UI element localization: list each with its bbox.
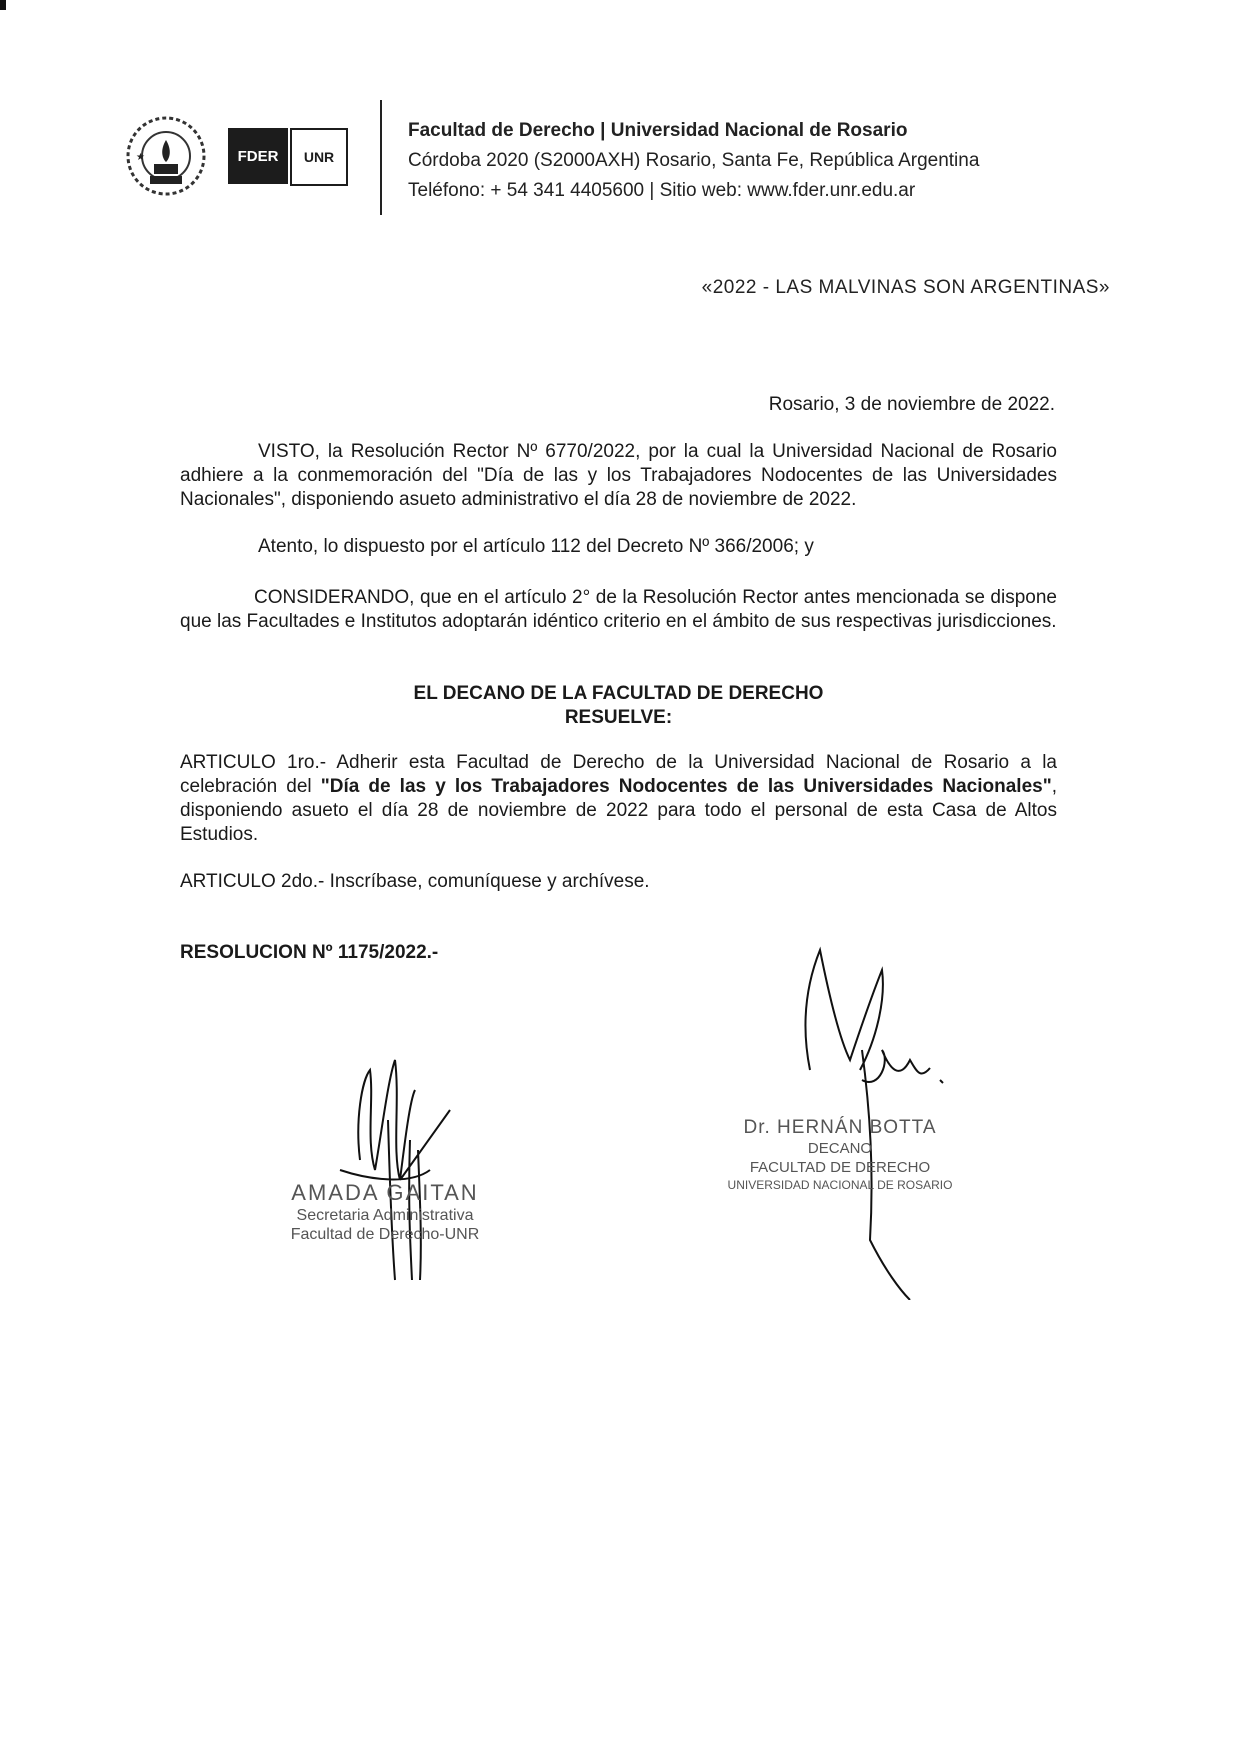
signature-right: [715, 1117, 965, 1193]
unr-logo: UNR: [290, 128, 348, 186]
fder-logo: FDER: [228, 128, 288, 184]
document-date: Rosario, 3 de noviembre de 2022.: [768, 394, 1055, 415]
articulo-1: [180, 751, 1057, 847]
heading-line-2: RESUELVE:: [564, 707, 673, 728]
considerando-paragraph: CONSIDERANDO, que en el artículo 2° de la Resolución Rector antes mencionada se dispone que las Facultades e Institutos adoptarán idéntico criterio en el ámbito de sus respectivas jurisdicciones.: [180, 587, 1057, 632]
articulo-1-pre: ARTICULO 1ro.- Adherir esta Facultad de Derecho de la Universidad Nacional de Rosario a la celebración del: [180, 752, 1057, 797]
scan-corner-mark: [0, 0, 6, 10]
institution-address: Córdoba 2020 (S2000AXH) Rosario, Santa Fe, República Argentina: [408, 150, 980, 171]
signer-left-role: Secretaria Administrativa: [296, 1207, 474, 1224]
signer-right-univ: UNIVERSIDAD NACIONAL DE ROSARIO: [727, 1178, 953, 1192]
signer-right-name: Dr. HERNÁN BOTTA: [743, 1117, 937, 1138]
institution-contact: Teléfono: + 54 341 4405600 | Sitio web: www.fder.unr.edu.ar: [408, 180, 916, 201]
articulo-2: ARTICULO 2do.- Inscríbase, comuníquese y archívese.: [180, 871, 650, 892]
visto-paragraph: VISTO, la Resolución Rector Nº 6770/2022, por la cual la Universidad Nacional de Rosario adhiere a la conmemoración del "Día de las y los Trabajadores Nodocentes de las Universidades Nacionales", disponiendo asueto administrativo el día 28 de noviembre de 2022.: [180, 441, 1057, 510]
heading-line-1: EL DECANO DE LA FACULTAD DE DERECHO: [413, 683, 824, 704]
atento-paragraph: Atento, lo dispuesto por el artículo 112 del Decreto Nº 366/2006; y: [258, 536, 814, 557]
articulo-1-bold: "Día de las y los Trabajadores Nodocentes de las Universidades Nacionales": [320, 776, 1052, 797]
institution-name: Facultad de Derecho | Universidad Nacional de Rosario: [408, 120, 908, 141]
resolution-number: RESOLUCION Nº 1175/2022.-: [180, 942, 439, 963]
signer-left-name: AMADA GAITAN: [291, 1180, 479, 1205]
articulo-1-post: , disponiendo asueto el día 28 de noviembre de 2022 para todo el personal de esta Casa de Altos Estudios.: [180, 776, 1058, 845]
institution-info: [408, 116, 979, 206]
signer-right-role: DECANO: [807, 1140, 873, 1157]
header-divider: [380, 100, 382, 215]
signer-left-dept: Facultad de Derecho-UNR: [290, 1226, 480, 1243]
signer-right-dept: FACULTAD DE DERECHO: [749, 1159, 931, 1176]
signature-left-scribble: [300, 1040, 500, 1290]
year-motto: «2022 - LAS MALVINAS SON ARGENTINAS»: [701, 277, 1110, 298]
svg-text:★: ★: [136, 152, 145, 163]
letterhead: [122, 100, 1122, 220]
signature-left: [260, 1180, 510, 1244]
resolution-heading: [180, 682, 1057, 730]
university-seal-icon: [122, 110, 210, 210]
